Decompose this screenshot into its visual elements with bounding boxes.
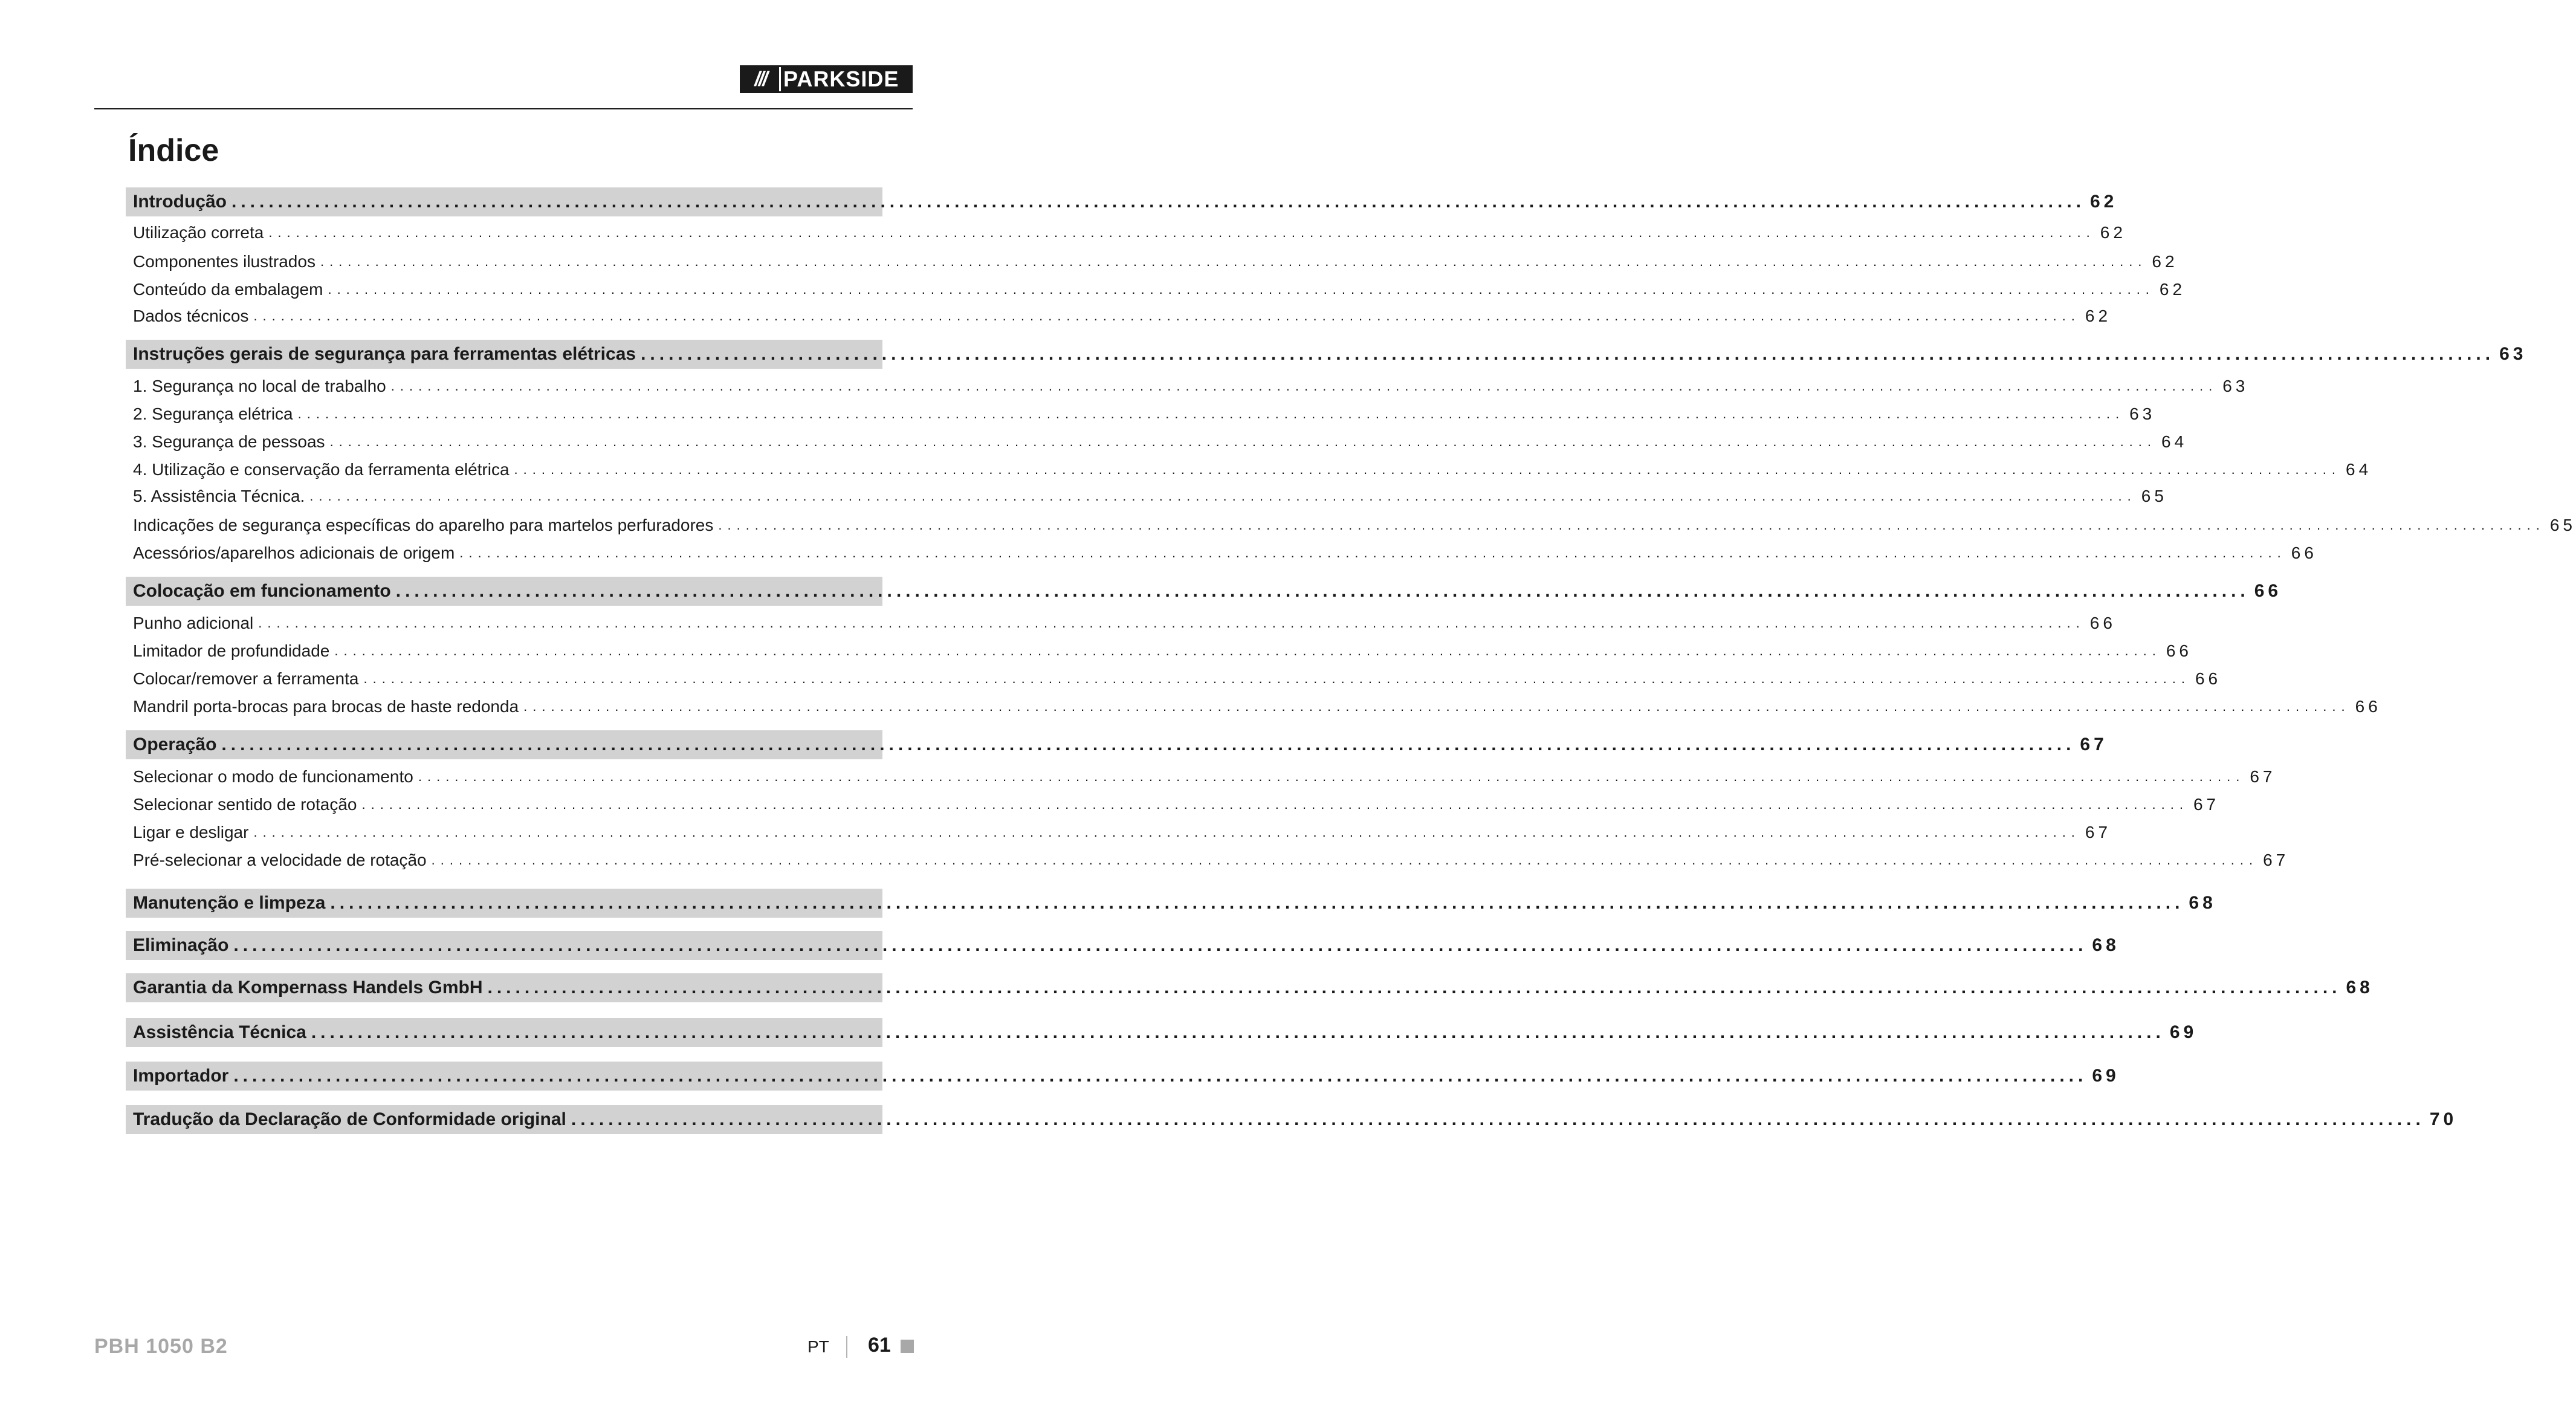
toc-item-row: [126, 401, 2156, 427]
toc-entry-title: Pré-selecionar a velocidade de rotação: [133, 851, 427, 869]
toc-page-number: 62: [2159, 280, 2186, 299]
toc-entry-title: Importador: [133, 1066, 229, 1086]
toc-page-number: 62: [2152, 252, 2178, 271]
toc-page-number: 66: [2195, 669, 2222, 688]
footer-square-marker: [901, 1340, 914, 1353]
toc-dot-leader: ........................................................................................................................................................................................................: [328, 282, 2155, 297]
header-rule: [94, 108, 913, 109]
toc-entry-title: 3. Segurança de pessoas: [133, 432, 325, 451]
toc-page-number: 63: [2499, 344, 2527, 364]
toc-entry-title: Dados técnicos: [133, 306, 249, 325]
toc-entry-title: 2. Segurança elétrica: [133, 404, 293, 423]
toc-dot-leader: ........................................................................................................................................................................................................: [459, 545, 2286, 560]
toc-page-number: 66: [2089, 614, 2116, 632]
toc-page-number: 67: [2250, 767, 2276, 786]
toc-entry-title: Garantia da Kompernass Handels GmbH: [133, 978, 483, 997]
toc-page-number: 68: [2092, 935, 2120, 955]
logo-slashes: ///: [754, 68, 766, 91]
toc-section-row: [126, 1018, 2198, 1047]
toc-entry-title: Selecionar sentido de rotação: [133, 795, 357, 814]
toc-entry-title: Operação: [133, 735, 217, 754]
toc-entry-title: Colocar/remover a ferramenta: [133, 669, 359, 688]
toc-item-row: [126, 277, 2186, 302]
toc-dot-leader: ........................................................................................................................................................................................................: [418, 769, 2245, 784]
toc-item-row: [126, 513, 2576, 538]
logo-wordmark: PARKSIDE: [779, 67, 911, 91]
toc-page-number: 66: [2166, 641, 2192, 660]
toc-item-row: [126, 820, 2112, 845]
toc-dot-leader: ........................................................................................................................................................................................................: [233, 1066, 2088, 1086]
toc-dot-leader: ........................................................................................................................................................................................................: [395, 581, 2250, 601]
toc-item-row: [126, 220, 2126, 245]
toc-item-row: [126, 429, 2188, 455]
toc-item-row: [126, 764, 2276, 790]
toc-entry-title: Ligar e desligar: [133, 823, 249, 842]
toc-item-row: [126, 484, 2167, 509]
toc-dot-leader: ........................................................................................................................................................................................................: [487, 978, 2341, 997]
toc-dot-leader: ........................................................................................................................................................................................................: [309, 488, 2137, 504]
toc-page-number: 62: [2085, 306, 2112, 325]
toc-page-number: 68: [2189, 893, 2216, 913]
toc-dot-leader: ........................................................................................................................................................................................................: [221, 735, 2076, 754]
toc-page-number: 69: [2169, 1022, 2198, 1042]
toc-section-row: [126, 340, 2527, 369]
toc-item-row: [126, 792, 2220, 817]
toc-dot-leader: ........................................................................................................................................................................................................: [363, 671, 2190, 686]
toc-page-number: 62: [2100, 223, 2126, 242]
toc-page-number: 67: [2193, 795, 2220, 814]
toc-page-number: 70: [2429, 1109, 2458, 1129]
toc-entry-title: Mandril porta-brocas para brocas de haste redonda: [133, 697, 519, 716]
toc-dot-leader: ........................................................................................................................................................................................................: [253, 825, 2080, 840]
toc-entry-title: Manutenção e limpeza: [133, 893, 326, 913]
toc-dot-leader: ........................................................................................................................................................................................................: [523, 699, 2351, 714]
toc-page-number: 63: [2129, 404, 2156, 423]
toc-item-row: [126, 848, 2290, 873]
toc-section-row: [126, 577, 2282, 606]
toc-section-row: [126, 730, 2108, 759]
toc-section-row: [126, 889, 2216, 918]
footer-language: PT: [807, 1337, 829, 1356]
toc-page-number: 65: [2141, 487, 2167, 505]
toc-dot-leader: ........................................................................................................................................................................................................: [329, 434, 2157, 449]
toc-item-row: [126, 457, 2372, 482]
toc-entry-title: Componentes ilustrados: [133, 252, 316, 271]
toc-item-row: [126, 666, 2222, 692]
toc-entry-title: Selecionar o modo de funcionamento: [133, 767, 413, 786]
toc-item-row: [126, 249, 2178, 274]
toc-item-row: [126, 694, 2381, 719]
toc-item-row: [126, 611, 2116, 636]
toc-item-row: [126, 540, 2317, 566]
toc-section-row: [126, 931, 2120, 960]
toc-entry-title: Instruções gerais de segurança para ferramentas elétricas: [133, 344, 636, 364]
toc-dot-leader: ........................................................................................................................................................................................................: [571, 1109, 2425, 1129]
toc-dot-leader: ........................................................................................................................................................................................................: [258, 615, 2085, 631]
toc-dot-leader: ........................................................................................................................................................................................................: [320, 254, 2147, 269]
toc-dot-leader: ........................................................................................................................................................................................................: [268, 225, 2095, 240]
toc-entry-title: Conteúdo da embalagem: [133, 280, 323, 299]
toc-page-number: 68: [2346, 978, 2374, 997]
toc-dot-leader: ........................................................................................................................................................................................................: [431, 852, 2259, 868]
toc-section-row: [126, 973, 2374, 1002]
toc-entry-title: Punho adicional: [133, 614, 254, 632]
toc-section-row: [126, 187, 2118, 216]
toc-entry-title: Indicações de segurança específicas do aparelho para martelos perfuradores: [133, 516, 714, 534]
toc-page-number: 69: [2092, 1066, 2120, 1086]
toc-entry-title: Tradução da Declaração de Conformidade original: [133, 1109, 566, 1129]
toc-page-number: 66: [2355, 697, 2381, 716]
toc-dot-leader: ........................................................................................................................................................................................................: [253, 308, 2080, 323]
toc-item-row: [126, 303, 2112, 329]
toc-dot-leader: ........................................................................................................................................................................................................: [311, 1022, 2165, 1042]
page-title: Índice: [128, 133, 219, 168]
toc-page-number: 64: [2346, 460, 2372, 479]
toc-dot-leader: ........................................................................................................................................................................................................: [297, 406, 2125, 421]
toc-item-row: [126, 374, 2249, 399]
toc-entry-title: 5. Assistência Técnica.: [133, 487, 305, 505]
toc-page-number: 67: [2085, 823, 2112, 842]
toc-entry-title: Limitador de profundidade: [133, 641, 330, 660]
footer-separator: [846, 1336, 847, 1358]
toc-page-number: 65: [2549, 516, 2576, 534]
toc-section-row: [126, 1105, 2458, 1134]
toc-page-number: 67: [2080, 735, 2108, 754]
footer-page-number: 61: [868, 1334, 891, 1357]
toc-dot-leader: ........................................................................................................................................................................................................: [233, 935, 2088, 955]
toc-dot-leader: ........................................................................................................................................................................................................: [641, 344, 2495, 364]
toc-dot-leader: ........................................................................................................................................................................................................: [231, 192, 2085, 212]
toc-entry-title: Introdução: [133, 192, 227, 212]
toc-dot-leader: ........................................................................................................................................................................................................: [390, 378, 2218, 394]
toc-page-number: 66: [2291, 543, 2317, 562]
toc-section-row: [126, 1062, 2120, 1091]
footer-model-number: PBH 1050 B2: [94, 1335, 228, 1358]
toc-dot-leader: ........................................................................................................................................................................................................: [361, 797, 2189, 812]
toc-page-number: 66: [2254, 581, 2282, 601]
toc-entry-title: Assistência Técnica: [133, 1022, 306, 1042]
toc-entry-title: Acessórios/aparelhos adicionais de origem: [133, 543, 455, 562]
toc-page-number: 67: [2263, 851, 2290, 869]
parkside-logo: [740, 65, 913, 93]
toc-dot-leader: ........................................................................................................................................................................................................: [330, 893, 2184, 913]
toc-entry-title: Eliminação: [133, 935, 229, 955]
toc-entry-title: 4. Utilização e conservação da ferramenta elétrica: [133, 460, 510, 479]
toc-dot-leader: ........................................................................................................................................................................................................: [334, 643, 2161, 658]
toc-dot-leader: ........................................................................................................................................................................................................: [718, 517, 2545, 533]
toc-page-number: 62: [2090, 192, 2118, 212]
toc-page-number: 63: [2222, 377, 2249, 395]
toc-page-number: 64: [2161, 432, 2188, 451]
toc-entry-title: 1. Segurança no local de trabalho: [133, 377, 386, 395]
toc-entry-title: Utilização correta: [133, 223, 264, 242]
toc-item-row: [126, 638, 2192, 664]
toc-entry-title: Colocação em funcionamento: [133, 581, 391, 601]
toc-dot-leader: ........................................................................................................................................................................................................: [514, 462, 2341, 477]
